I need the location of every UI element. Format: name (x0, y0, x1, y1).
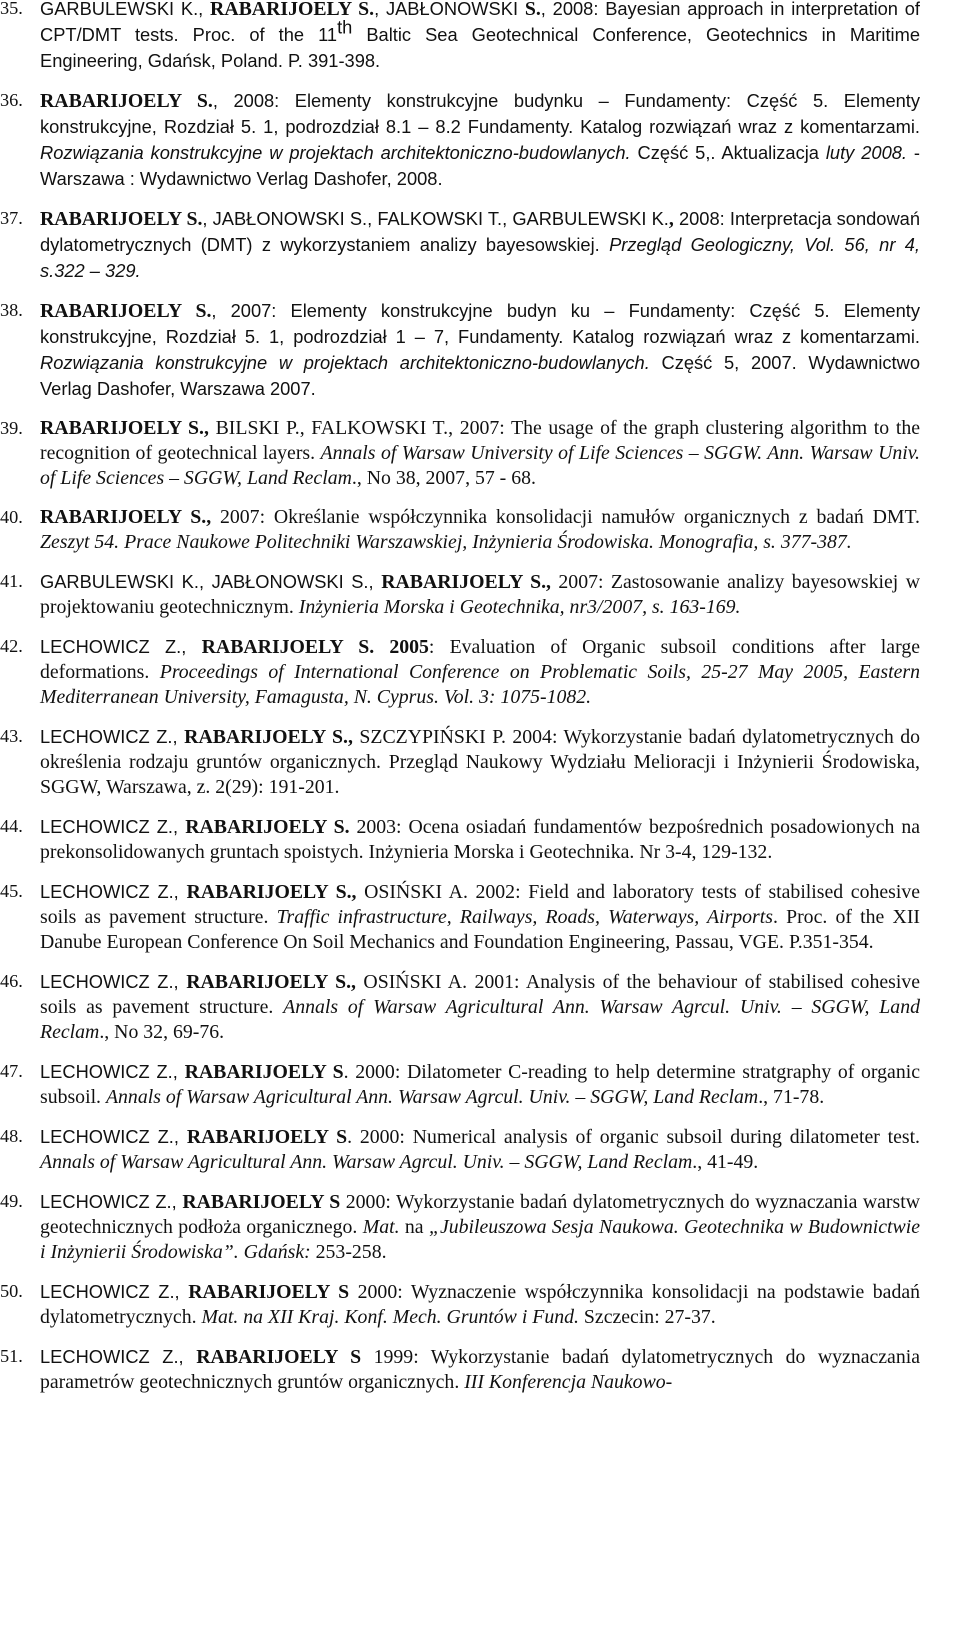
reference-text-segment: LECHOWICZ Z., (40, 726, 185, 747)
reference-text-segment: Annals of Warsaw Agricultural Ann. Warsaw Agrcul. Univ. – SGGW, Land Reclam (40, 996, 920, 1043)
reference-text-segment: - Warszawa : Wydawnictwo Verlag Dashofer, 2008. (40, 142, 920, 189)
reference-text-segment: 2003: Ocena osiadań fundamentów bezpośrednich posadowionych na prekonsolidowanych gruntach spoistych. Inżynieria Morska i Geotechnika. Nr 3-4, 129-132. (40, 816, 921, 863)
reference-text-segment: RABARIJOELY S (182, 1191, 341, 1213)
reference-text-segment: , 2007: Elementy konstrukcyjne budyn ku – Fundamenty: Część 5. Elementy konstrukcyjne, Rozdział 5. 1, podrozdział 1 – 7, Fundamenty. Katalog rozwiązań wraz z komentarzami. (40, 300, 920, 347)
reference-number: 38. (0, 300, 23, 320)
reference-number: 49. (0, 1191, 23, 1211)
reference-item (0, 634, 920, 710)
reference-text-segment: Zeszyt 54. Prace Naukowe Politechniki Warszawskiej, Inżynieria Środowiska. Monografia, s. 377-387. (40, 531, 852, 553)
reference-text-segment: RABARIJOELY S (188, 1281, 350, 1303)
reference-text-segment: LECHOWICZ Z., (40, 636, 202, 657)
reference-item (0, 298, 920, 402)
reference-number: 35. (0, 0, 23, 18)
reference-item (0, 569, 920, 620)
reference-text-segment: Rozwiązania konstrukcyjne w projektach architektoniczno-budowlanych. (40, 352, 650, 373)
reference-text-segment: 2000: Wykorzystanie badań dylatometrycznych do wyznaczania warstw geotechnicznych podłoża organicznego. (40, 1191, 920, 1238)
reference-number: 44. (0, 816, 23, 836)
reference-text-segment: . 2000: Dilatometer C-reading to help determine stratgraphy of organic subsoil. (40, 1061, 920, 1108)
reference-text-segment: LECHOWICZ Z., (40, 1061, 185, 1082)
reference-item (0, 879, 920, 955)
reference-text-segment: RABARIJOELY S (196, 1346, 362, 1368)
reference-item (0, 0, 920, 74)
reference-number: 41. (0, 571, 23, 591)
reference-number: 51. (0, 1346, 23, 1366)
reference-text-segment: Annals of Warsaw Agricultural Ann. Warsaw Agrcul. Univ. – SGGW, Land Reclam (40, 1151, 693, 1173)
reference-text-segment: th (337, 16, 353, 38)
reference-number: 48. (0, 1126, 23, 1146)
reference-text-segment: LECHOWICZ Z., (40, 1281, 189, 1302)
reference-item (0, 724, 920, 800)
reference-number: 37. (0, 208, 23, 228)
reference-item (0, 505, 920, 555)
reference-text-segment: . Proc. of the XII Danube European Conference On Soil Mechanics and Foundation Engineering, Passau, VGE. P.351-354. (40, 906, 920, 953)
reference-text-segment: RABARIJOELY S. (210, 0, 375, 20)
reference-text-segment: Baltic Sea Geotechnical Conference, Geotechnics in Maritime Engineering, Gdańsk, Poland. P. 391-398. (40, 24, 920, 71)
reference-number: 50. (0, 1281, 23, 1301)
reference-text-segment: RABARIJOELY S. (40, 90, 213, 112)
reference-text-segment: OSIŃSKI A. 2002: Field and laboratory tests of stabilised cohesive soils as pavement structure. (40, 881, 920, 928)
reference-text-segment: „Jubileuszowa Sesja Naukowa. Geotechnika w Budownictwie i Inżynierii Środowiska”. Gdańsk: (40, 1216, 920, 1263)
reference-text-segment: RABARIJOELY S. 2005 (201, 636, 429, 658)
reference-item (0, 88, 920, 192)
reference-text-segment: S. (524, 0, 541, 20)
reference-text-segment: LECHOWICZ Z., (40, 971, 187, 992)
reference-text-segment: RABARIJOELY S., (184, 726, 353, 748)
reference-text-segment: . 2000: Numerical analysis of organic subsoil during dilatometer test. (347, 1126, 921, 1148)
reference-text-segment: luty 2008. (825, 142, 907, 163)
reference-number: 45. (0, 881, 23, 901)
reference-text-segment: RABARIJOELY S., (381, 571, 551, 593)
reference-text-segment: RABARIJOELY S. (40, 506, 207, 528)
reference-text-segment: OSIŃSKI A. 2001: Analysis of the behaviour of stabilised cohesive soils as pavement structure. (40, 971, 920, 1018)
reference-text-segment: RABARIJOELY S (184, 1061, 344, 1083)
reference-text-segment: Rozwiązania konstrukcyjne w projektach architektoniczno-budowlanych. (40, 142, 631, 163)
reference-text-segment: Proceedings of International Conference on Problematic Soils, 25-27 May 2005, Eastern Mediterranean University, Famagusta, N. Cyprus. Vol. 3: 1075-1082. (40, 661, 920, 708)
reference-text-segment: III Konferencja Naukowo- (464, 1371, 673, 1393)
reference-text-segment: 2008: Interpretacja sondowań dylatometrycznych (DMT) z wykorzystaniem analizy bayesowskiej. (40, 208, 920, 255)
reference-text-segment: Traffic infrastructure, Railways, Roads, Waterways, Airports (276, 906, 773, 928)
reference-text-segment: ., 41-49. (692, 1151, 759, 1173)
reference-text-segment: LECHOWICZ Z., (40, 1126, 187, 1147)
reference-text-segment: SZCZYPIŃSKI P. 2004: Wykorzystanie badań dylatometrycznych do określenia rodzaju gruntów organicznych. Przegląd Naukowy Wydziału Melioracji i Inżynierii Środowiska, SGGW, Warszawa, z. 2(29): 191-201. (40, 726, 920, 798)
reference-text-segment: , JABŁONOWSKI (374, 0, 525, 19)
reference-text-segment: , JABŁONOWSKI S., FALKOWSKI T., GARBULEWSKI K. (202, 208, 669, 229)
reference-text-segment: RABARIJOELY S., (40, 417, 209, 439)
reference-text-segment: 253-258. (310, 1241, 387, 1263)
reference-text-segment: LECHOWICZ Z., (40, 1346, 197, 1367)
reference-item (0, 1124, 920, 1175)
reference-text-segment: ., No 38, 2007, 57 - 68. (351, 467, 536, 489)
reference-item (0, 1059, 920, 1110)
reference-number: 47. (0, 1061, 23, 1081)
reference-text-segment: , (206, 506, 212, 528)
reference-text-segment: , (668, 208, 674, 230)
reference-text-segment: RABARIJOELY S. (40, 300, 212, 322)
reference-text-segment: LECHOWICZ Z., (40, 816, 186, 837)
reference-text-segment: Część 5, 2007. Wydawnictwo Verlag Dashofer, Warszawa 2007. (40, 352, 920, 399)
reference-text-segment: LECHOWICZ Z., (40, 1191, 183, 1212)
reference-text-segment: 2007: Zastosowanie analizy bayesowskiej w projektowaniu geotechnicznym. (40, 571, 921, 618)
reference-text-segment: LECHOWICZ Z., (40, 881, 187, 902)
reference-text-segment: Część 5,. Aktualizacja (630, 142, 826, 163)
reference-text-segment: ., No 32, 69-76. (99, 1021, 225, 1043)
reference-text-segment: , 2008: Elementy konstrukcyjne budynku – Fundamenty: Część 5. Elementy konstrukcyjne, Rozdział 5. 1, podrozdział 8.1 – 8.2 Fundamenty. Katalog rozwiązań wraz z komentarzami. (40, 90, 921, 137)
reference-text-segment: GARBULEWSKI K., JABŁONOWSKI S., (40, 571, 382, 592)
reference-number: 40. (0, 507, 23, 527)
reference-text-segment: Annals of Warsaw University of Life Sciences – SGGW. Ann. Warsaw Univ. of Life Sciences – SGGW, Land Reclam (40, 442, 920, 489)
reference-item (0, 416, 920, 491)
reference-number: 36. (0, 90, 23, 110)
reference-text-segment: Mat. (362, 1216, 400, 1238)
reference-number: 39. (0, 418, 23, 438)
reference-text-segment: Mat. na XII Kraj. Konf. Mech. Gruntów i Fund. (201, 1306, 579, 1328)
reference-item (0, 814, 920, 865)
reference-item (0, 1279, 920, 1330)
reference-text-segment: 2007: Określanie współczynnika konsolidacji namułów organicznych z badań DMT. (211, 506, 921, 528)
reference-text-segment: Przegląd Geologiczny, Vol. 56, nr 4, s.322 – 329. (40, 234, 921, 281)
reference-text-segment: na (399, 1216, 429, 1238)
reference-text-segment: 1999: Wykorzystanie badań dylatometrycznych do wyznaczania parametrów geotechnicznych gruntów organicznych. (40, 1346, 920, 1393)
reference-text-segment: : Evaluation of Organic subsoil conditions after large deformations. (40, 636, 920, 683)
reference-text-segment: RABARIJOELY S., (186, 881, 357, 903)
reference-item (0, 1189, 920, 1265)
reference-text-segment: , 2008: Bayesian approach in interpretation of CPT/DMT tests. Proc. of the 11 (40, 0, 921, 45)
reference-item (0, 206, 920, 284)
reference-number: 43. (0, 726, 23, 746)
reference-text-segment: RABARIJOELY S (186, 1126, 348, 1148)
reference-text-segment: RABARIJOELY S., (186, 971, 356, 993)
reference-text-segment: BILSKI P., FALKOWSKI T., 2007: The usage of the graph clustering algorithm to the recognition of geotechnical layers. (40, 417, 920, 464)
reference-text-segment: Annals of Warsaw Agricultural Ann. Warsaw Agrcul. Univ. – SGGW, Land Reclam (105, 1086, 759, 1108)
reference-text-segment: ., 71-78. (758, 1086, 825, 1108)
reference-text-segment: Szczecin: 27-37. (578, 1306, 716, 1328)
reference-text-segment: 2000: Wyznaczenie współczynnika konsolidacji na podstawie badań dylatometrycznych. (40, 1281, 921, 1328)
reference-item (0, 1344, 920, 1395)
reference-text-segment: RABARIJOELY S. (185, 816, 350, 838)
reference-text-segment: GARBULEWSKI K., (40, 0, 211, 19)
reference-number: 42. (0, 636, 23, 656)
reference-item (0, 969, 920, 1045)
reference-text-segment: Inżynieria Morska i Geotechnika, nr3/2007, s. 163-169. (298, 596, 741, 618)
reference-text-segment: RABARIJOELY S. (40, 208, 203, 230)
reference-number: 46. (0, 971, 23, 991)
